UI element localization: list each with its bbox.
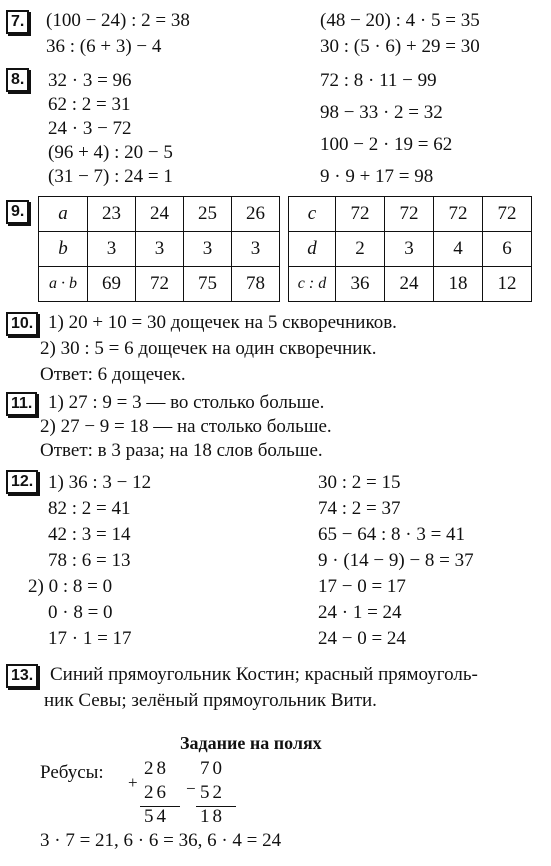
table-cell: 72 (336, 197, 385, 232)
table-cell: 3 (136, 232, 184, 267)
rebus-sub-result: 18 (200, 806, 225, 827)
task-12-left-line-2: 82 : 2 = 41 (48, 498, 131, 519)
task-10-line-3: Ответ: 6 дощечек. (40, 364, 186, 385)
task-11-line-1: 1) 27 : 9 = 3 — во столько больше. (48, 392, 325, 413)
rebus-sub-top: 70 (200, 758, 225, 779)
table-cell: 72 (136, 267, 184, 302)
table-cell: 6 (483, 232, 532, 267)
table-cell: 72 (483, 197, 532, 232)
table-cell: a · b (39, 267, 88, 302)
rebus-sub-bottom: 52 (200, 782, 225, 803)
task-12-left-line-4: 78 : 6 = 13 (48, 550, 131, 571)
table-cell: 18 (434, 267, 483, 302)
task-7-number: 7. (6, 10, 29, 34)
table-cell: 75 (184, 267, 232, 302)
task-12-number: 12. (6, 470, 38, 494)
table-cell: 72 (385, 197, 434, 232)
table-row (289, 232, 532, 267)
task-10-line-1: 1) 20 + 10 = 30 дощечек на 5 скворечников. (48, 312, 397, 333)
table-cell: 26 (232, 197, 280, 232)
rebus-add-top: 28 (144, 758, 169, 779)
task-12-right-line-2: 74 : 2 = 37 (318, 498, 401, 519)
task-11-line-2: 2) 27 − 9 = 18 — на столько больше. (40, 416, 332, 437)
task-12-right-line-5: 17 − 0 = 17 (318, 576, 406, 597)
task-8-right-line-1: 72 : 8 · 11 − 99 (320, 70, 437, 91)
task-12-left-line-5: 2) 0 : 8 = 0 (28, 576, 113, 597)
rebus-add-sign: + (128, 773, 141, 792)
task-13-number: 13. (6, 664, 38, 688)
task-8-left-line-4: (96 + 4) : 20 − 5 (48, 142, 173, 163)
table-row (39, 197, 280, 232)
task-12-right-line-1: 30 : 2 = 15 (318, 472, 401, 493)
task-9-number: 9. (6, 200, 29, 224)
task-12-left-line-3: 42 : 3 = 14 (48, 524, 131, 545)
task-8-right-line-3: 100 − 2 · 19 = 62 (320, 134, 453, 155)
table-row (39, 232, 280, 267)
table-cell: 36 (336, 267, 385, 302)
table-cell: 24 (385, 267, 434, 302)
task-7-right-line-1: (48 − 20) : 4 · 5 = 35 (320, 10, 480, 31)
table-cell: 69 (88, 267, 136, 302)
margin-last-line: 3 · 7 = 21, 6 · 6 = 36, 6 · 4 = 24 (40, 830, 282, 851)
table-cell: c (289, 197, 336, 232)
margin-task-title: Задание на полях (180, 733, 322, 753)
table-cell: 2 (336, 232, 385, 267)
task-8-right-line-4: 9 · 9 + 17 = 98 (320, 166, 434, 187)
table-cell: c : d (289, 267, 336, 302)
task-13-line-1: Синий прямоугольник Костин; красный прямоуголь- (50, 664, 478, 685)
rebus-sub-sign: − (186, 779, 199, 798)
table-row (289, 197, 532, 232)
table-cell: 3 (88, 232, 136, 267)
task-8-left-line-1: 32 · 3 = 96 (48, 70, 132, 91)
task-12-right-line-4: 9 · (14 − 9) − 8 = 37 (318, 550, 474, 571)
table-row (39, 267, 280, 302)
task-7-left-line-2: 36 : (6 + 3) − 4 (46, 36, 162, 57)
task-9-table-a-b (38, 196, 280, 302)
table-cell: 3 (232, 232, 280, 267)
table-cell: 78 (232, 267, 280, 302)
table-cell: 23 (88, 197, 136, 232)
task-10-line-2: 2) 30 : 5 = 6 дощечек на один скворечник. (40, 338, 377, 359)
task-11-line-3: Ответ: в 3 раза; на 18 слов больше. (40, 440, 323, 461)
task-13-line-2: ник Севы; зелёный прямоугольник Вити. (44, 690, 377, 711)
task-9-table-c-d (288, 196, 532, 302)
task-7-right-line-2: 30 : (5 · 6) + 29 = 30 (320, 36, 480, 57)
task-11-number: 11. (6, 392, 37, 416)
table-cell: b (39, 232, 88, 267)
table-cell: 4 (434, 232, 483, 267)
table-cell: 72 (434, 197, 483, 232)
task-8-left-line-3: 24 · 3 − 72 (48, 118, 132, 139)
task-12-right-line-3: 65 − 64 : 8 · 3 = 41 (318, 524, 466, 545)
task-7-left-line-1: (100 − 24) : 2 = 38 (46, 10, 190, 31)
task-8-number: 8. (6, 68, 29, 92)
table-cell: 3 (385, 232, 434, 267)
task-12-left-line-7: 17 · 1 = 17 (48, 628, 132, 649)
table-cell: 3 (184, 232, 232, 267)
task-10-number: 10. (6, 312, 38, 336)
task-8-left-line-5: (31 − 7) : 24 = 1 (48, 166, 173, 187)
rebus-add-bottom: 26 (144, 782, 169, 803)
table-cell: d (289, 232, 336, 267)
table-row (289, 267, 532, 302)
task-8-right-line-2: 98 − 33 · 2 = 32 (320, 102, 443, 123)
rebus-add-result: 54 (144, 806, 169, 827)
rebus-label: Ребусы: (40, 762, 104, 783)
table-cell: 25 (184, 197, 232, 232)
task-12-left-line-6: 0 · 8 = 0 (48, 602, 113, 623)
task-8-left-line-2: 62 : 2 = 31 (48, 94, 131, 115)
task-12-right-line-7: 24 − 0 = 24 (318, 628, 406, 649)
task-12-right-line-6: 24 · 1 = 24 (318, 602, 402, 623)
table-cell: 24 (136, 197, 184, 232)
table-cell: a (39, 197, 88, 232)
table-cell: 12 (483, 267, 532, 302)
task-12-left-line-1: 1) 36 : 3 − 12 (48, 472, 152, 493)
